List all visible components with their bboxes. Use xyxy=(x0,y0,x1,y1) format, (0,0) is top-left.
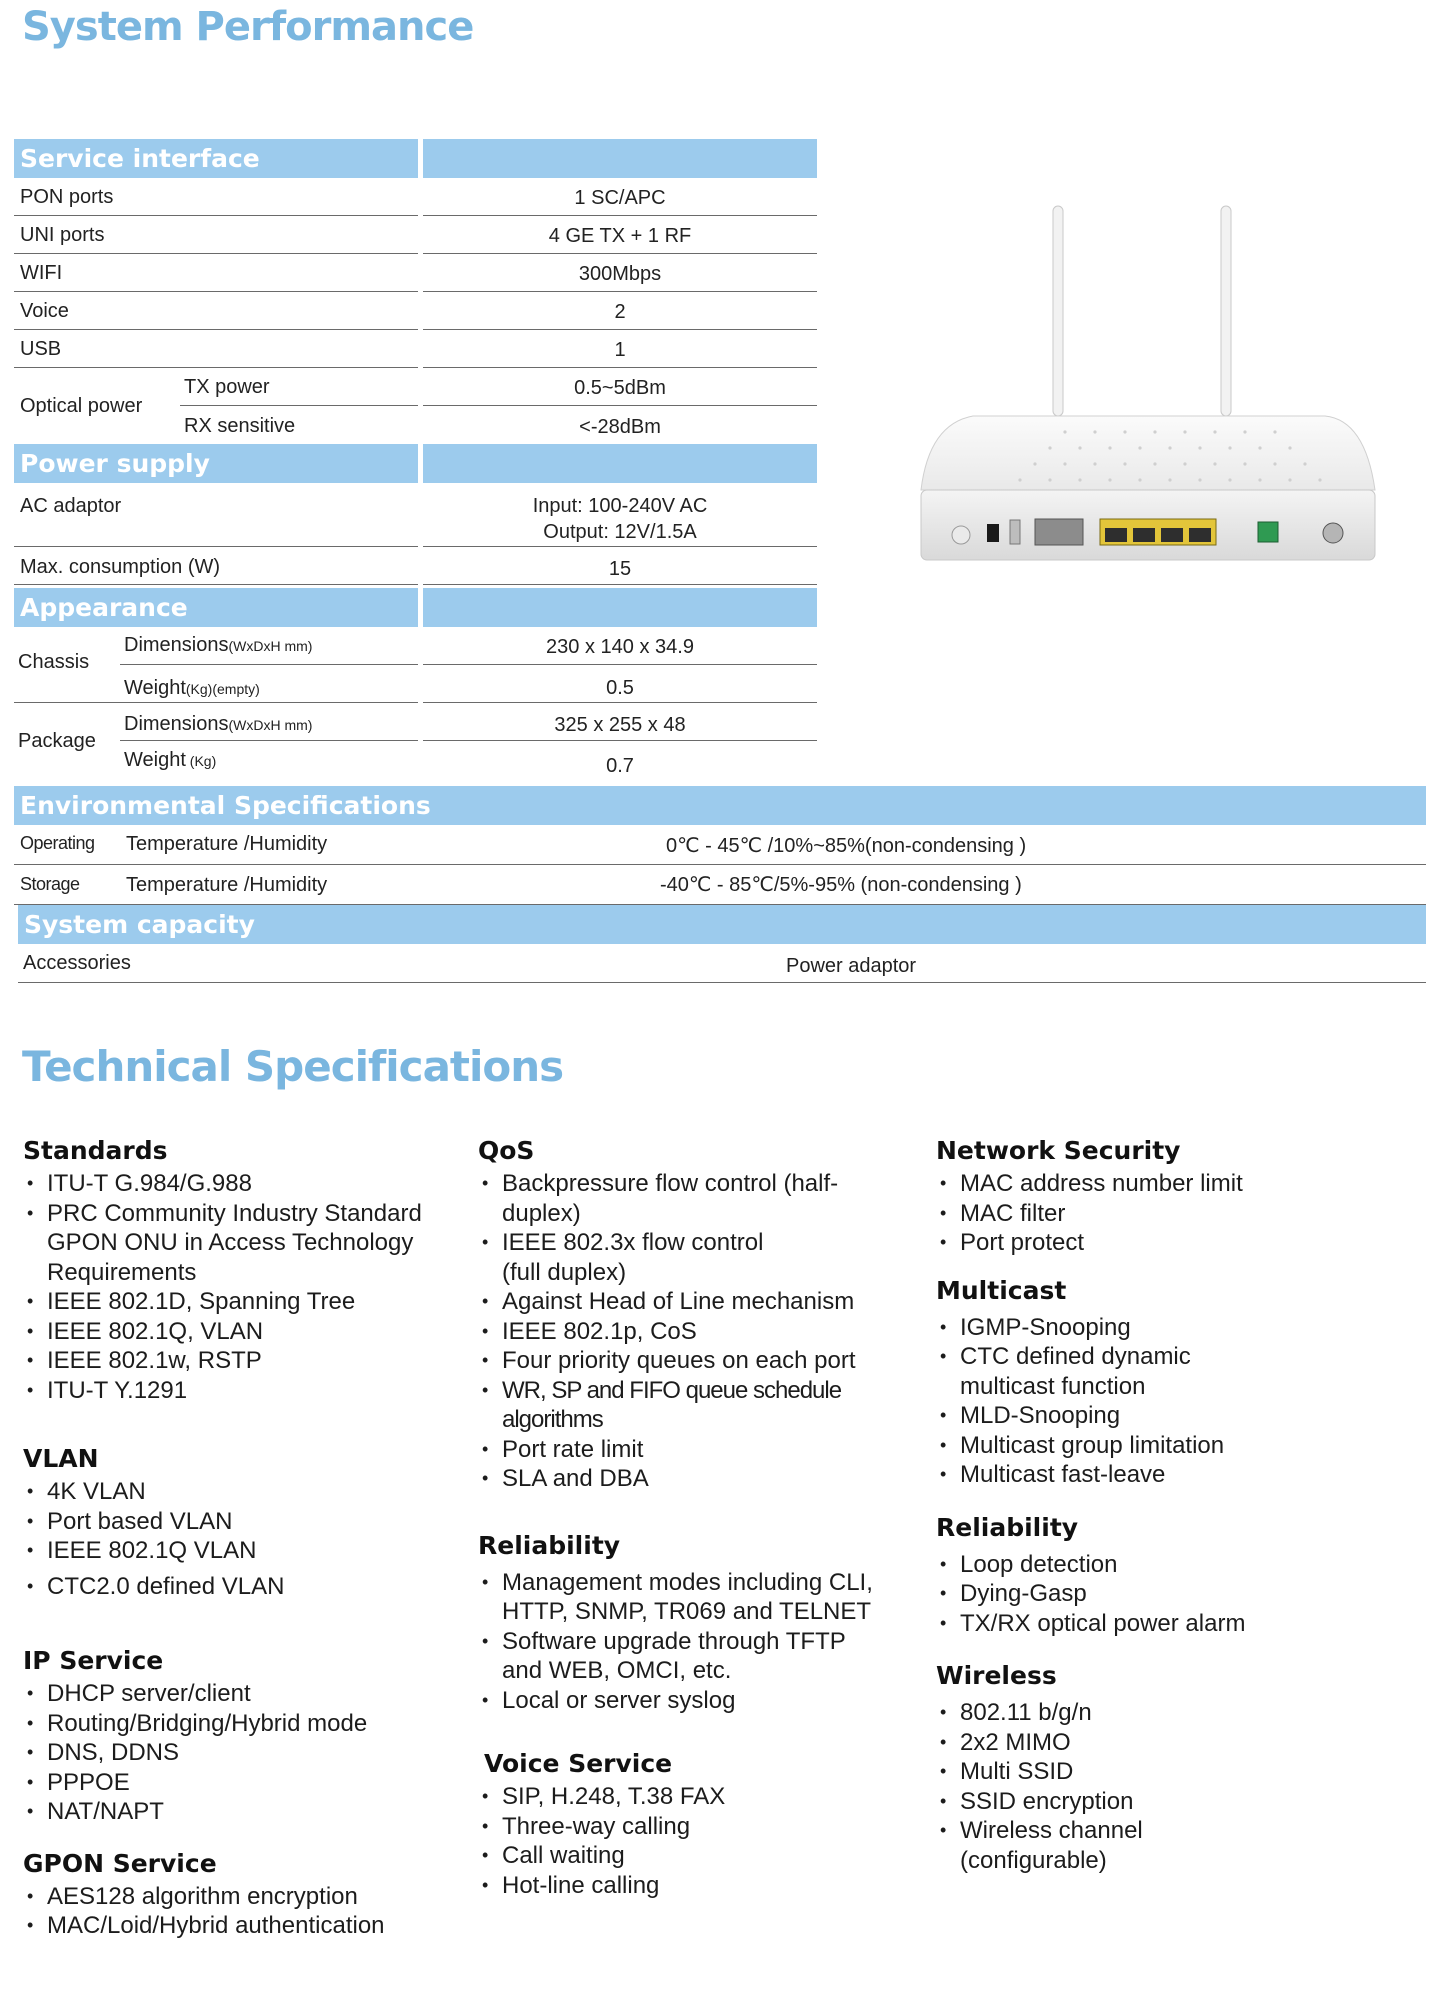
ac-adaptor-label: AC adaptor xyxy=(20,495,122,517)
operating-label: Operating xyxy=(20,833,95,853)
table-row-rule xyxy=(14,292,418,330)
section-header-fill xyxy=(423,444,817,483)
ac-adaptor-input: Input: 100-240V AC xyxy=(532,495,708,517)
vlan-list xyxy=(23,1477,453,1601)
network-security-heading: Network Security xyxy=(936,1136,1181,1165)
ip-service-heading: IP Service xyxy=(23,1646,164,1675)
weight-unit: (Kg)(empty) xyxy=(185,681,260,697)
wifi-label: WIFI xyxy=(20,262,63,284)
list-item: • Hot-line calling xyxy=(478,1871,898,1901)
reliability-heading-right: Reliability xyxy=(936,1512,1079,1542)
ip-service-list xyxy=(23,1679,453,1827)
section-header-power-supply: Power supply xyxy=(14,444,418,483)
list-item: • Backpressure flow control (half-duplex) xyxy=(478,1169,848,1228)
package-label: Package xyxy=(18,730,96,752)
section-header-fill xyxy=(423,139,817,178)
list-item: • Wireless channel (configurable) xyxy=(936,1816,1206,1875)
technical-specifications-title: Technical Specifications xyxy=(22,1042,564,1091)
usb-value: 1 xyxy=(614,339,626,361)
router-product-image xyxy=(915,200,1385,570)
operating-temp-label: Temperature /Humidity xyxy=(126,833,328,855)
uni-ports-label: UNI ports xyxy=(20,224,105,246)
list-item: • Software upgrade through TFTP and WEB, OMCI, etc. xyxy=(478,1627,848,1686)
max-consumption-value: 15 xyxy=(608,558,632,580)
list-item: • ITU-T G.984/G.988 xyxy=(23,1169,433,1199)
list-item: • TX/RX optical power alarm xyxy=(936,1609,1356,1639)
section-header-environmental: Environmental Specifications xyxy=(14,786,1426,825)
voice-service-heading: Voice Service xyxy=(484,1749,673,1778)
storage-temp-label: Temperature /Humidity xyxy=(126,874,328,896)
qos-list xyxy=(478,1169,878,1494)
accessories-label: Accessories xyxy=(23,952,131,974)
list-item: • Port based VLAN xyxy=(23,1507,453,1537)
gpon-service-list xyxy=(23,1882,453,1941)
voice-service-list xyxy=(478,1782,898,1900)
network-security-list xyxy=(936,1169,1356,1258)
list-item: • Loop detection xyxy=(936,1550,1356,1580)
spec-column-middle xyxy=(478,1132,898,1900)
list-item: • IEEE 802.1w, RSTP xyxy=(23,1346,433,1376)
list-item: • IEEE 802.3x flow control (full duplex) xyxy=(478,1228,808,1287)
list-item: • Management modes including CLI, HTTP, SNMP, TR069 and TELNET xyxy=(478,1568,878,1627)
list-item: • 802.11 b/g/n xyxy=(936,1698,1206,1728)
max-consumption-label: Max. consumption (W) xyxy=(20,556,221,578)
section-header-service-interface: Service interface xyxy=(14,139,418,178)
package-weight-value: 0.7 xyxy=(606,755,634,777)
list-item: • Against Head of Line mechanism xyxy=(478,1287,878,1317)
list-item: • MAC address number limit xyxy=(936,1169,1356,1199)
list-item: • Three-way calling xyxy=(478,1812,898,1842)
rx-sensitive-value: <-28dBm xyxy=(579,416,661,438)
list-item: • SIP, H.248, T.38 FAX xyxy=(478,1782,898,1812)
vlan-heading: VLAN xyxy=(23,1444,99,1473)
pon-ports-label: PON ports xyxy=(20,186,114,208)
gpon-service-heading: GPON Service xyxy=(23,1848,217,1878)
chassis-label: Chassis xyxy=(18,651,90,673)
section-header-appearance: Appearance xyxy=(14,588,418,627)
section-header-system-capacity: System capacity xyxy=(18,905,1426,944)
list-item: • WR, SP and FIFO queue schedule algorithms xyxy=(478,1376,878,1435)
list-item: • Multicast fast-leave xyxy=(936,1460,1306,1490)
dimensions-unit: (WxDxH mm) xyxy=(228,717,313,733)
usb-label: USB xyxy=(20,338,62,360)
pon-port xyxy=(1258,522,1278,542)
tx-power-label: TX power xyxy=(184,376,270,398)
spec-column-left xyxy=(23,1132,453,1941)
weight-text: Weight xyxy=(124,749,186,771)
phone-ports xyxy=(1035,519,1083,545)
list-item: • IGMP-Snooping xyxy=(936,1313,1306,1343)
storage-label: Storage xyxy=(20,874,80,894)
list-item: • Call waiting xyxy=(478,1841,898,1871)
voice-label: Voice xyxy=(20,300,69,322)
weight-text: Weight xyxy=(124,677,186,699)
dimensions-text: Dimensions xyxy=(124,634,229,656)
uni-ports-value: 4 GE TX + 1 RF xyxy=(548,225,692,247)
chassis-dimensions-label xyxy=(124,633,312,658)
section-header-fill xyxy=(423,588,817,627)
list-item: • DNS, DDNS xyxy=(23,1738,453,1768)
accessories-value: Power adaptor xyxy=(786,955,917,977)
qos-heading: QoS xyxy=(478,1136,535,1165)
list-item: • MLD-Snooping xyxy=(936,1401,1306,1431)
spec-column-right xyxy=(936,1132,1356,1875)
list-item: • IEEE 802.1Q VLAN xyxy=(23,1536,453,1566)
package-weight-label xyxy=(124,748,216,773)
list-item: • CTC defined dynamic multicast function xyxy=(936,1342,1236,1401)
list-item: • NAT/NAPT xyxy=(23,1797,453,1827)
operating-value: 0℃ - 45℃ /10%~85%(non-condensing ) xyxy=(666,835,1027,857)
pon-ports-value: 1 SC/APC xyxy=(574,187,666,209)
page-title: System Performance xyxy=(22,4,474,50)
list-item: • ITU-T Y.1291 xyxy=(23,1376,433,1406)
rx-sensitive-label: RX sensitive xyxy=(184,415,296,437)
reliability-list xyxy=(478,1568,878,1716)
list-item: • SLA and DBA xyxy=(478,1464,878,1494)
list-item: • IEEE 802.1D, Spanning Tree xyxy=(23,1287,433,1317)
chassis-weight-value: 0.5 xyxy=(606,677,634,699)
list-item: • 2x2 MIMO xyxy=(936,1728,1206,1758)
list-item: • Routing/Bridging/Hybrid mode xyxy=(23,1709,453,1739)
list-item: • MAC filter xyxy=(936,1199,1356,1229)
table-row-rule xyxy=(14,330,418,368)
antenna-left xyxy=(1053,206,1063,416)
multicast-heading: Multicast xyxy=(936,1275,1067,1305)
list-item: • PRC Community Industry Standard GPON ONU in Access Technology Requirements xyxy=(23,1199,433,1288)
list-item: • Port protect xyxy=(936,1228,1356,1258)
tx-power-value: 0.5~5dBm xyxy=(574,377,666,399)
list-item: • Port rate limit xyxy=(478,1435,878,1465)
list-item: • MAC/Loid/Hybrid authentication xyxy=(23,1911,453,1941)
power-button xyxy=(952,526,970,544)
reliability-list-right xyxy=(936,1550,1356,1639)
reliability-heading: Reliability xyxy=(478,1530,621,1560)
list-item: • IEEE 802.1p, CoS xyxy=(478,1317,878,1347)
rf-port xyxy=(1323,523,1343,543)
dimensions-text: Dimensions xyxy=(124,713,229,735)
antenna-right xyxy=(1221,206,1231,416)
chassis-dimensions-value: 230 x 140 x 34.9 xyxy=(546,636,694,658)
optical-power-label: Optical power xyxy=(20,395,143,417)
package-dimensions-label xyxy=(124,712,312,737)
usb-port xyxy=(1010,520,1020,544)
multicast-list xyxy=(936,1313,1306,1490)
dimensions-unit: (WxDxH mm) xyxy=(228,638,313,654)
list-item: • PPPOE xyxy=(23,1768,453,1798)
table-row-rule xyxy=(14,254,418,292)
wireless-heading: Wireless xyxy=(936,1661,1057,1690)
table-row-rule xyxy=(18,944,1426,983)
chassis-weight-label xyxy=(124,676,260,701)
storage-value: -40℃ - 85℃/5%-95% (non-condensing ) xyxy=(660,874,1022,896)
ac-adaptor-output: Output: 12V/1.5A xyxy=(543,521,697,543)
wireless-list xyxy=(936,1698,1206,1875)
voice-value: 2 xyxy=(614,301,626,323)
list-item: • Local or server syslog xyxy=(478,1686,878,1716)
list-item: • Dying-Gasp xyxy=(936,1579,1356,1609)
package-dimensions-value: 325 x 255 x 48 xyxy=(554,714,686,736)
list-item: • SSID encryption xyxy=(936,1787,1206,1817)
list-item: • IEEE 802.1Q, VLAN xyxy=(23,1317,433,1347)
list-item: • 4K VLAN xyxy=(23,1477,453,1507)
list-item: • Multicast group limitation xyxy=(936,1431,1306,1461)
wifi-value: 300Mbps xyxy=(578,263,662,285)
weight-unit: (Kg) xyxy=(185,753,217,769)
list-item: • AES128 algorithm encryption xyxy=(23,1882,453,1912)
standards-heading: Standards xyxy=(23,1136,168,1165)
reset-port xyxy=(987,524,999,542)
list-item: • Four priority queues on each port xyxy=(478,1346,868,1376)
list-item: • CTC2.0 defined VLAN xyxy=(23,1572,453,1602)
list-item: • Multi SSID xyxy=(936,1757,1206,1787)
standards-list xyxy=(23,1169,433,1405)
router-top xyxy=(921,416,1375,490)
list-item: • DHCP server/client xyxy=(23,1679,453,1709)
